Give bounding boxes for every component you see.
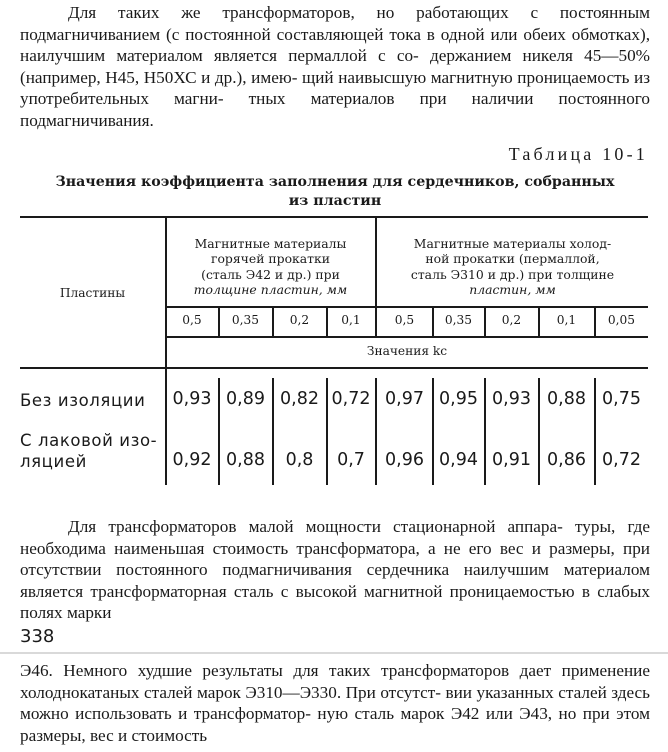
row-label-lacquer-insulation: С лаковой изо- ляцией: [20, 431, 158, 471]
thickness-label: 0,1: [341, 313, 361, 327]
thickness-label: 0,5: [394, 313, 415, 327]
paragraph-line: туры, где необходима наименьшая стоимость трансформатора, а не: [20, 517, 651, 558]
thickness-bottom-rule: [165, 336, 648, 338]
value-column-divider: [432, 378, 434, 485]
thickness-label: 0,5: [182, 313, 202, 327]
intro-line: щий наивысшую магнитную проницаемость из употребительных магни-: [20, 67, 650, 108]
table-title-line: Значения коэффициента заполнения для сердечников, собранных: [55, 174, 615, 190]
kc-value: 0,97: [385, 389, 424, 409]
thickness-label: 0,35: [231, 313, 260, 327]
table-column-divider: [165, 367, 167, 485]
paragraph-line: ную сталь марок Э42 или Э43, но при этом размеры, вес и стоимость: [20, 704, 651, 745]
next-page-paragraph: [20, 660, 650, 746]
thickness-label: 0,35: [444, 313, 473, 327]
paragraph-line: сталь с высокой магнитной проницаемостью в слабых полях марки: [20, 581, 650, 622]
header-bottom-rule: [20, 367, 648, 369]
group-header-line: Магнитные материалы холод-: [413, 236, 612, 251]
kc-value: 0,89: [226, 389, 265, 409]
value-column-divider: [272, 378, 274, 485]
group-header-line: сталь Э310 и др.) при толщине: [410, 266, 615, 282]
row-header-plates: Пластины: [59, 286, 126, 300]
value-column-divider: [594, 378, 596, 485]
paragraph-line: Для трансформаторов малой мощности стационарной аппара-: [68, 517, 563, 536]
table-number: Таблица 10-1: [508, 144, 648, 164]
table-top-rule: [20, 216, 648, 218]
paragraph-line: вии указанных сталей здесь можно использовать и трансформатор-: [20, 682, 651, 723]
kc-value: 0,86: [547, 450, 586, 470]
kc-value: 0,95: [439, 389, 478, 409]
table-title: [30, 173, 640, 210]
intro-line: держанием никеля 45—50% (например, Н45, Н50ХС и др.), имею-: [20, 46, 651, 87]
paragraph-line: применение холоднокатаных сталей марок Э310—Э330. При отсутст-: [20, 661, 650, 702]
kc-value: 0,82: [280, 389, 319, 409]
paragraph-line: его вес и размеры, при отсутствии постоянного подмагничивания: [20, 538, 651, 579]
kc-value: 0,72: [331, 389, 371, 409]
group-header-line: Магнитные материалы: [194, 236, 347, 251]
next-page: [0, 652, 668, 752]
row-label-no-insulation: Без изоляции: [20, 391, 146, 410]
kc-value: 0,7: [337, 450, 365, 470]
kc-value: 0,93: [492, 389, 531, 409]
kc-value: 0,92: [172, 450, 212, 470]
values-caption: Значения kс: [366, 344, 448, 358]
kc-value: 0,93: [172, 389, 212, 409]
kc-value: 0,72: [602, 450, 641, 470]
intro-line: обеих обмотках), наилучшим материалом является пермаллой с со-: [20, 24, 651, 65]
value-column-divider: [218, 378, 220, 485]
thickness-label: 0,1: [556, 313, 577, 327]
value-column-divider: [484, 378, 486, 485]
value-column-divider: [538, 378, 540, 485]
paragraph-line: сердечника наилучшим материалом является трансформаторная: [20, 560, 650, 601]
kc-value: 0,8: [285, 450, 314, 470]
group-header-hot-rolled: [166, 236, 375, 297]
kc-value: 0,88: [547, 389, 586, 409]
kc-value: 0,96: [385, 450, 424, 470]
group-header-line: ной прокатки (пермаллой,: [425, 251, 600, 267]
paragraph-line: Э46. Немного худшие результаты для таких трансформаторов дает: [20, 661, 552, 680]
group-header-line: (сталь Э42 и др.) при: [201, 266, 340, 282]
group-header-line: пластин, мм: [469, 281, 556, 297]
kc-value: 0,88: [226, 450, 265, 470]
group-header-line: горячей прокатки: [210, 251, 331, 267]
group-header-cold-rolled: [377, 236, 648, 297]
value-column-divider: [375, 378, 377, 485]
kc-value: 0,94: [439, 450, 478, 470]
kc-value: 0,91: [492, 450, 531, 470]
intro-line: Для таких же трансформаторов, но работающих с постоянным: [68, 3, 650, 22]
small-power-paragraph: [20, 516, 650, 624]
intro-line: подмагничиванием (с постоянной составляющей тока в одной или: [20, 24, 518, 44]
page-number: 338: [20, 626, 55, 647]
intro-line: тных материалов при наличии постоянного подмагничивания.: [20, 89, 651, 130]
thickness-label: 0,2: [289, 313, 310, 327]
table-title-line: из пластин: [288, 192, 382, 209]
kc-value: 0,75: [602, 389, 641, 409]
thickness-label: 0,2: [501, 313, 522, 327]
thickness-label: 0,05: [607, 313, 636, 327]
group-header-line: толщине пластин, мм: [193, 281, 348, 297]
thickness-top-rule: [165, 306, 648, 308]
intro-paragraph: [20, 2, 650, 131]
value-column-divider: [326, 378, 328, 485]
